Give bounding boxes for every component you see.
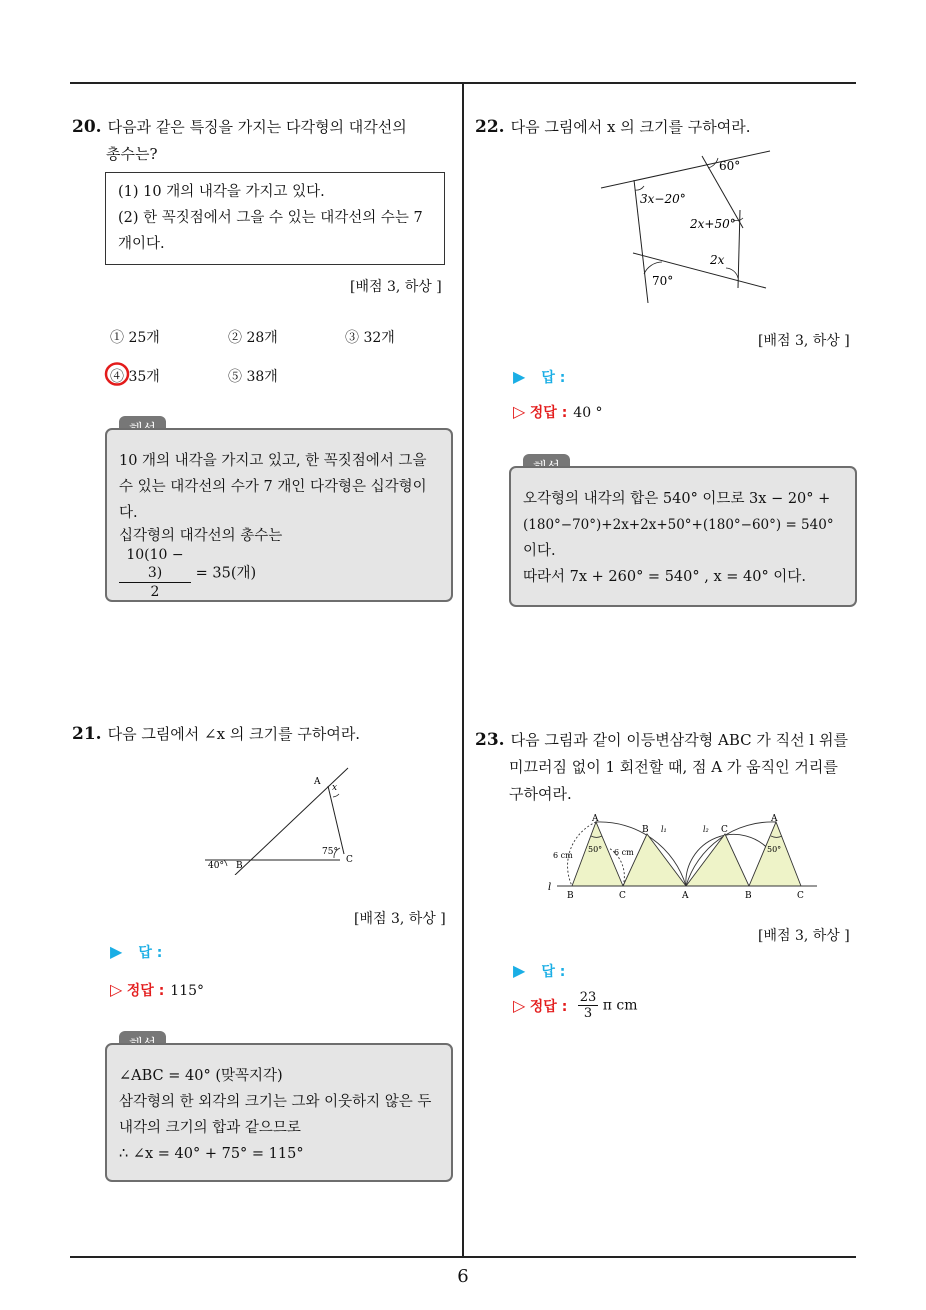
bottom-rule — [70, 1256, 856, 1258]
column-divider — [462, 84, 464, 1257]
play-icon: ▶ — [513, 961, 526, 980]
q23-correct-fraction: $\frac{23}{3}$ — [579, 990, 597, 1021]
q20-condition-box — [105, 172, 445, 265]
q20-text-line2: 총수는? — [106, 145, 158, 163]
q21-solution-line1: ∠ABC = 40° (맞꼭지각) — [119, 1068, 283, 1084]
q20-solution-line2: 수 있는 대각선의 수가 7 개인 다각형은 십각형이 — [119, 479, 427, 495]
q21-solution-line4: ∴ ∠x = 40° + 75° = 115° — [119, 1146, 304, 1162]
q22-solution-box — [509, 466, 857, 607]
q23-label-6cm-2: 6 cm — [614, 848, 634, 857]
q23-label-50-1: 50° — [588, 845, 603, 854]
q21-solution-line3: 내각의 크기의 합과 같으므로 — [119, 1120, 301, 1136]
q23-label-B1: B — [642, 825, 649, 835]
triangle-outline-icon: ▷ — [513, 996, 526, 1015]
q23-answer-row[interactable]: ▶ 답 : — [513, 961, 566, 980]
q23-label-B-base2: B — [745, 891, 752, 901]
q23-number: 23. — [475, 730, 505, 750]
q21-correct-row: ▷ 정답 : 115° — [110, 980, 205, 999]
q20-choice-4[interactable]: ④ 35개 — [110, 369, 160, 385]
q23-label-A1: A — [592, 814, 599, 824]
q23-score: [배점 3, 하상 ] — [758, 928, 850, 944]
q23-label-C2: C — [721, 825, 728, 835]
q20-condition-2: (2) 한 꼭짓점에서 그을 수 있는 대각선의 수는 7 — [118, 210, 423, 226]
q22-text: 다음 그림에서 x 의 크기를 구하여라. — [510, 118, 751, 136]
q22-solution-line1: 오각형의 내각의 합은 540° 이므로 3x − 20° + — [523, 491, 831, 507]
q23-label-B-base1: B — [567, 891, 574, 901]
q23-text-line3: 구하여라. — [509, 785, 572, 803]
q20-choice-5[interactable]: ⑤ 38개 — [228, 369, 278, 385]
q21-score: [배점 3, 하상 ] — [354, 911, 446, 927]
q22-label-70: 70° — [652, 274, 674, 288]
q22-correct-row: ▷ 정답 : 40 ° — [513, 402, 603, 421]
q22-figure — [598, 148, 773, 308]
q21-solution-line2: 삼각형의 한 외각의 크기는 그와 이웃하지 않은 두 — [119, 1094, 432, 1110]
triangle-outline-icon: ▷ — [110, 980, 123, 999]
q21-answer-row[interactable]: ▶ 답 : — [110, 942, 163, 961]
q21-label-75: 75° — [322, 847, 338, 857]
q21-figure — [200, 760, 360, 875]
q20-solution-line3: 다. — [119, 505, 138, 521]
q20-number: 20. — [72, 117, 102, 137]
q23-label-A2: A — [771, 814, 778, 824]
q23-label-C-base2: C — [797, 891, 804, 901]
q23-correct-row: ▷ 정답 : $\frac{23}{3}$ π cm — [513, 990, 638, 1021]
play-icon: ▶ — [513, 367, 526, 386]
q20-condition-1: (1) 10 개의 내각을 가지고 있다. — [118, 184, 325, 200]
q22-solution-line2: (180°−70°)+2x+2x+50°+(180°−60°) = 540° — [523, 517, 834, 533]
q21-number: 21. — [72, 724, 102, 744]
q23-label-6cm-1: 6 cm — [553, 851, 573, 860]
q23-label-A-base: A — [682, 891, 689, 901]
q21-correct-value: 115° — [170, 983, 205, 999]
q21-label-x: x — [332, 783, 338, 793]
q20-text-line1: 다음과 같은 특징을 가지는 다각형의 대각선의 — [107, 118, 407, 136]
q23-figure — [545, 812, 825, 904]
q22-label-2x50: 2x+50° — [690, 217, 736, 231]
q20-question — [72, 114, 452, 168]
q21-label-B: B — [236, 861, 243, 871]
q22-correct-value: 40 ° — [573, 405, 603, 421]
q23-label-l: l — [548, 882, 552, 893]
q22-answer-row[interactable]: ▶ 답 : — [513, 367, 566, 386]
q22-solution-line4: 따라서 7x + 260° = 540° , x = 40° 이다. — [523, 569, 806, 585]
play-icon: ▶ — [110, 942, 123, 961]
q23-text-line1: 다음 그림과 같이 이등변삼각형 ABC 가 직선 l 위를 — [510, 731, 848, 749]
q22-number: 22. — [475, 117, 505, 137]
q20-solution-box — [105, 428, 453, 602]
q22-label-60: 60° — [719, 159, 741, 173]
q20-choice-2[interactable]: ② 28개 — [228, 330, 278, 346]
q20-solution-line4: 십각형의 대각선의 총수는 — [119, 528, 283, 544]
q23-label-l1: l₁ — [661, 825, 667, 834]
q21-label-40: 40° — [208, 861, 224, 871]
q20-choice-1[interactable]: ① 25개 — [110, 330, 160, 346]
triangle-outline-icon: ▷ — [513, 402, 526, 421]
q21-label-A: A — [314, 777, 321, 787]
q23-label-50-2: 50° — [767, 845, 782, 854]
q21-label-C: C — [346, 855, 353, 865]
q21-text: 다음 그림에서 ∠x 의 크기를 구하여라. — [107, 725, 361, 743]
q22-score: [배점 3, 하상 ] — [758, 333, 850, 349]
q20-choice-3[interactable]: ③ 32개 — [345, 330, 395, 346]
q20-solution-line1: 10 개의 내각을 가지고 있고, 한 꼭짓점에서 그을 — [119, 453, 427, 469]
q23-text-line2: 미끄러짐 없이 1 회전할 때, 점 A 가 움직인 거리를 — [509, 758, 838, 776]
q20-selected-mark-icon — [102, 360, 132, 388]
q22-question — [475, 114, 855, 141]
q23-label-C-base1: C — [619, 891, 626, 901]
q20-fraction: $\frac{10(10 - 3)}{2}$ — [119, 546, 191, 601]
q21-question — [72, 721, 452, 748]
q22-solution-line3: 이다. — [523, 543, 556, 559]
q23-label-l2: l₂ — [703, 825, 709, 834]
q21-solution-box — [105, 1043, 453, 1182]
q22-label-2x: 2x — [710, 253, 725, 267]
q20-condition-3: 개이다. — [118, 236, 165, 252]
q23-question — [475, 727, 860, 808]
q22-label-3x: 3x−20° — [640, 192, 686, 206]
q20-score: [배점 3, 하상 ] — [350, 279, 442, 295]
page-number: 6 — [457, 1266, 469, 1287]
q20-fraction-result: = 35(개) — [195, 565, 257, 582]
q23-correct-unit: π cm — [602, 997, 638, 1014]
